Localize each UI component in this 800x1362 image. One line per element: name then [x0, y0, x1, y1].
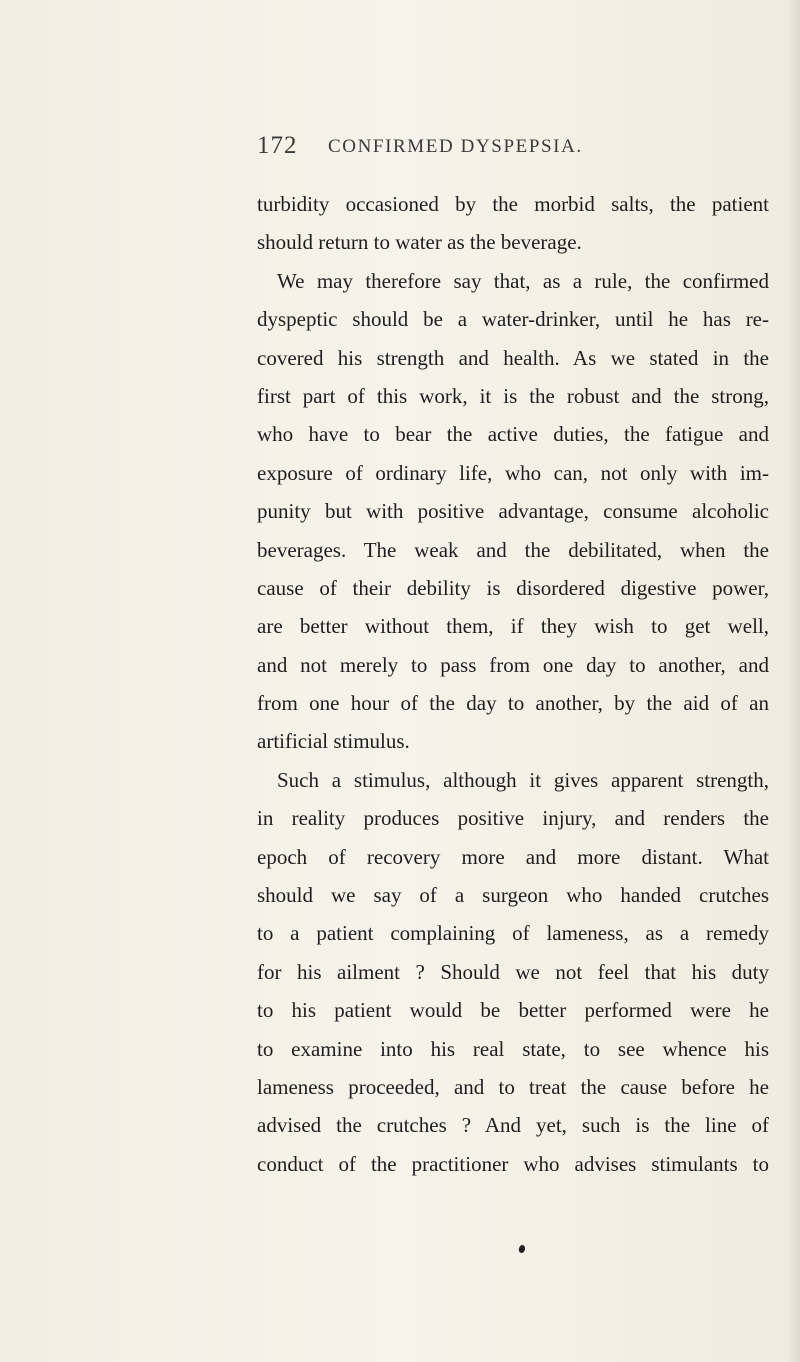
text-line: We may therefore say that, as a rule, the confirmed — [277, 268, 769, 293]
text-line: conduct of the practitioner who advises stimulants to — [257, 1151, 769, 1176]
text-line: covered his strength and health. As we stated in the — [257, 345, 769, 370]
text-line: for his ailment ? Should we not feel that his duty — [257, 959, 769, 984]
text-line: punity but with positive advantage, consume alcoholic — [257, 499, 769, 524]
page-edge-shadow — [786, 0, 800, 1362]
text-line: to a patient complaining of lameness, as a remedy — [257, 921, 769, 946]
page-number: 172 — [257, 132, 298, 159]
text-line: should we say of a surgeon who handed crutches — [257, 883, 769, 908]
text-line: epoch of recovery more and more distant. What — [257, 844, 769, 869]
text-line: are better without them, if they wish to get well, — [257, 614, 769, 639]
text-line: cause of their debility is disordered digestive power, — [257, 575, 769, 600]
text-line: to examine into his real state, to see whence his — [257, 1036, 769, 1061]
text-line: exposure of ordinary life, who can, not only with im- — [257, 460, 769, 485]
text-line: and not merely to pass from one day to another, and — [257, 652, 769, 677]
body-text — [257, 185, 769, 1183]
running-head: CONFIRMED DYSPEPSIA. — [328, 136, 583, 157]
text-line: lameness proceeded, and to treat the cause before he — [257, 1074, 769, 1099]
text-line: turbidity occasioned by the morbid salts, the patient — [257, 192, 769, 216]
text-line: first part of this work, it is the robust and the strong, — [257, 383, 769, 408]
text-line: artificial stimulus. — [257, 729, 410, 754]
text-line: Such a stimulus, although it gives apparent strength, — [277, 767, 769, 792]
ink-speck — [518, 1244, 526, 1254]
text-line: to his patient would be better performed were he — [257, 998, 769, 1023]
text-line: dyspeptic should be a water-drinker, until he has re- — [257, 307, 769, 332]
page-header — [257, 132, 757, 164]
text-line: should return to water as the beverage. — [257, 230, 582, 255]
text-line: who have to bear the active duties, the fatigue and — [257, 422, 769, 447]
text-line: in reality produces positive injury, and renders the — [257, 806, 769, 831]
text-line: advised the crutches ? And yet, such is the line of — [257, 1113, 769, 1138]
text-line: from one hour of the day to another, by the aid of an — [257, 691, 769, 716]
text-line: beverages. The weak and the debilitated, when the — [257, 537, 769, 562]
